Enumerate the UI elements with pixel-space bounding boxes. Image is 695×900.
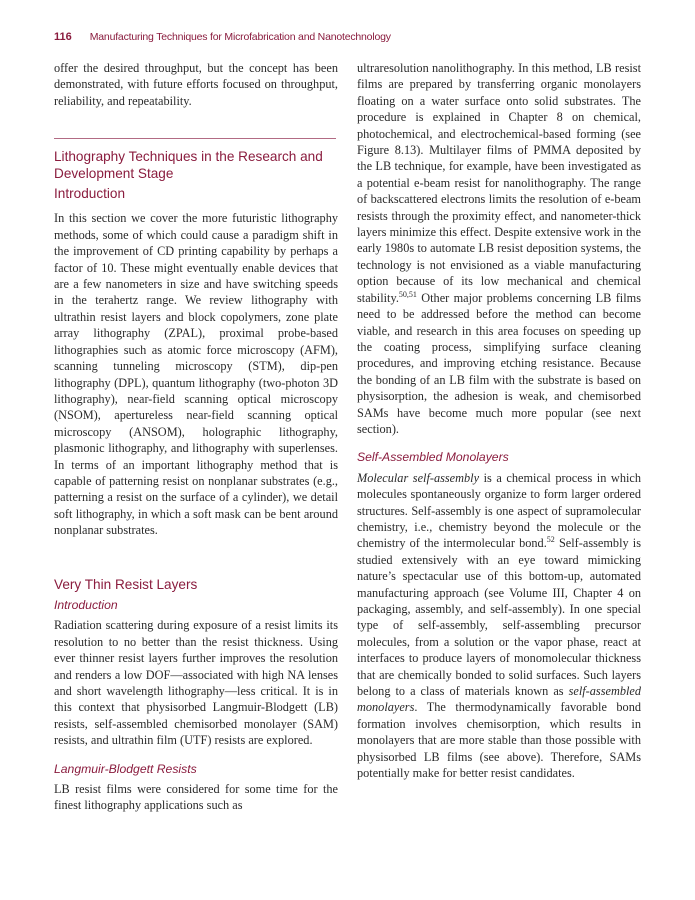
thin-resist-subheading: Introduction (54, 597, 118, 612)
lb-text-b: Other major problems concerning LB films need to be addressed before the method can become viable, and research in this area focuses on speeding up the coating process, simplifying surface cleaning procedures, and improving etching resistance. Because the bonding of an LB film with the substrate is based on physisorption, the adhesion is weak, and chemisorbed SAMs have become much more popular (see next section). (357, 290, 641, 436)
lb-text-a: ultraresolution nanolithography. In this method, LB resist films are prepared by transferring organic monolayers floating on a water surface onto solid substrates. The procedure is explained in Chapter 8 on chemical, photochemical, and electrochemical-based forming (see Figure 8.13). Multilayer films of PMMA deposited by the LB technique, for example, have been investigated as a potential e-beam resist for nanolithography. The range of backscattered electrons limits the resolution of e-beam resists through the proximity effect, and nanometer-thick layers minimize this effect. Despite extensive work in the early 1980s to automate LB resist deposition systems, the technology is not envisioned as a viable manufacturing option because of its low mechanical and chemical stability. (357, 61, 641, 305)
citation-superscript: 50,51 (398, 289, 417, 299)
sam-text-b: Self-assembly is studied extensively with an eye toward mimicking nature’s spectacular use of this bottom-up, automated manufacturing approach (see Volume III, Chapter 4 on packaging, assembly, and self-assembly). In one special type of self-assembly, self-assembling precursor molecules, from a solution or the vapor phase, react at interfaces to produce layers of monomolecular thickness that are chemically bonded to solid surfaces. Such layers belong to a class of materials known as (357, 536, 641, 699)
lb-heading: Langmuir-Blodgett Resists (54, 761, 197, 776)
lb-paragraph-start: LB resist films were considered for some time for the finest lithography applications such as (54, 782, 338, 813)
sam-term: Molecular self-assembly (357, 470, 480, 485)
page-number: 116 (54, 31, 72, 43)
intro-heading: Introduction (54, 186, 126, 202)
sam-term-2: self-assembled monolayers (357, 684, 641, 715)
left-column (54, 60, 338, 814)
running-title: Manufacturing Techniques for Microfabrication and Nanotechnology (89, 31, 391, 43)
thin-resist-heading: Very Thin Resist Layers (54, 576, 198, 592)
lb-paragraph-continued (357, 60, 641, 437)
sam-paragraph (357, 470, 641, 782)
sam-heading: Self-Assembled Monolayers (357, 450, 509, 465)
sam-text-c: . The thermodynamically favorable bond formation involves chemisorption, which results in monolayers that are more stable than those possible with physisorbed LB films (see above). Therefore, SAMs potentially make for better resist candidates. (357, 700, 641, 781)
continuation-paragraph: offer the desired throughput, but the concept has been demonstrated, with future efforts focused on throughput, reliability, and repeatability. (54, 61, 338, 108)
running-head (54, 31, 654, 47)
intro-paragraph: In this section we cover the more futuristic lithography methods, some of which could cause a paradigm shift in the improvement of CD printing capability by perhaps a factor of 10. These might eventually enable devices that are a few nanometers in size and have switching speeds in the terahertz range. We review lithography with ultrathin resist layers and block copolymers, zone plate array lithography (ZPAL), proximal probe-based lithographies such as atomic force microscopy (AFM), scanning tunneling microscopy (STM), dip-pen lithography (DPL), quantum lithography (two-photon 3D lithography), near-field scanning optical microscopy (NSOM), apertureless near-field scanning optical microscopy (ANSOM), holographic lithography, plasmonic lithography, and lithography with superlenses. In terms of an important lithography method that is capable of patterning resist on nonplanar substrates (e.g., patterning a resist on the surface of a cylinder), we detail soft lithography, in which a soft mask can be bent around nonplanar substrates. (54, 211, 338, 538)
citation-superscript: 52 (546, 535, 555, 545)
sam-text-a: is a chemical process in which molecules spontaneously organize to form larger ordered structures. Self-assembly is one aspect of supramolecular chemistry, i.e., chemistry beyond the molecule or the chemistry of the intermolecular bond. (357, 470, 641, 551)
section-heading: Lithography Techniques in the Research and Development Stage (54, 149, 323, 181)
section-divider (54, 138, 336, 139)
right-column (357, 60, 641, 781)
thin-resist-paragraph: Radiation scattering during exposure of a resist limits its resolution to no better than the resist thickness. Using ever thinner resist layers further improves the resolution and renders a low DOF—associated with high NA lenses and short wavelength lithography—less critical. It is in this context that physisorbed Langmuir-Blodgett (LB) resists, self-assembled chemisorbed monolayer (SAM) resists, and ultrathin film (UTF) resists are explored. (54, 618, 338, 748)
